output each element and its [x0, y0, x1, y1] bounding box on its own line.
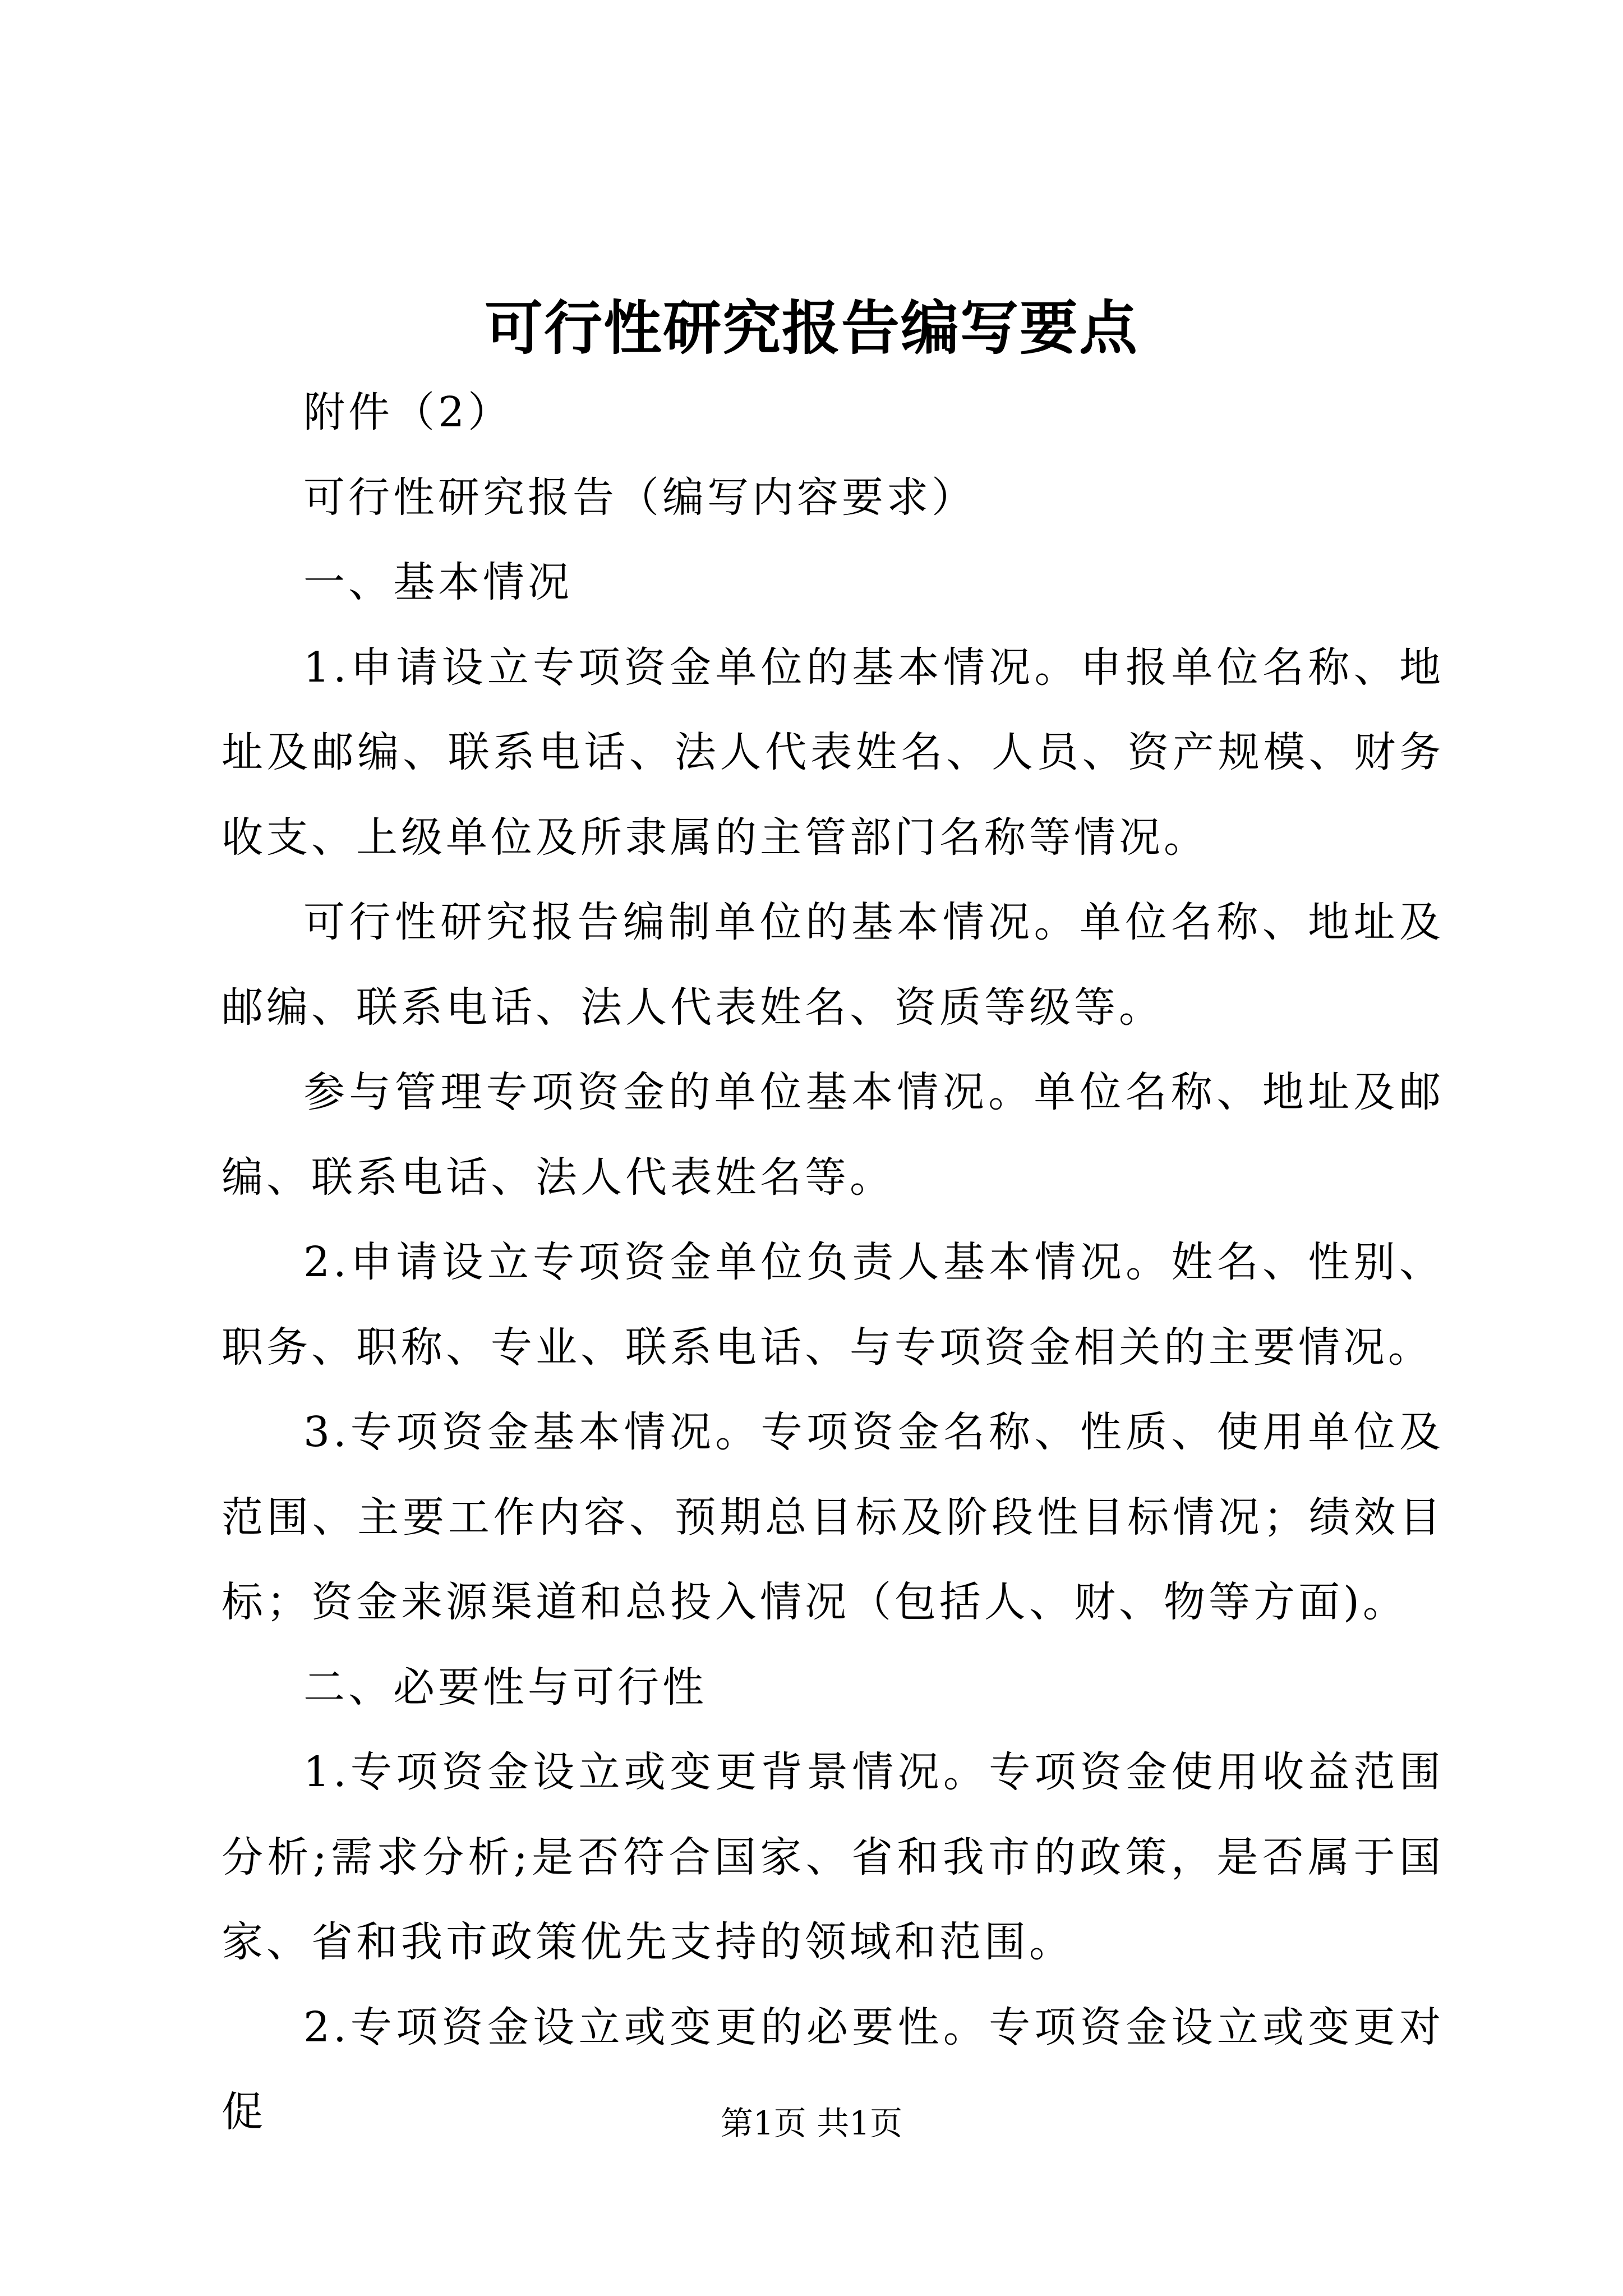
paragraph-fund-necessity: 2.专项资金设立或变更的必要性。专项资金设立或变更对促 [222, 2003, 1444, 2136]
document-title: 可行性研究报告编写要点 [484, 293, 1138, 362]
section-heading-necessity-feasibility: 二、必要性与可行性 [303, 1663, 707, 1711]
paragraph-fund-basic-info: 3.专项资金基本情况。专项资金名称、性质、使用单位及范围、主要工作内容、预期总目标及阶段性目标情况；绩效目标；资金来源渠道和总投入情况（包括人、财、物等方面)。 [222, 1408, 1444, 1626]
page-footer: 第1页 共1页 [720, 2104, 903, 2142]
document-body [222, 370, 1444, 2155]
section-heading-basic-info: 一、基本情况 [303, 558, 573, 606]
paragraph-attachment-label: 附件（2） [303, 388, 513, 436]
paragraph-fund-background: 1.专项资金设立或变更背景情况。专项资金使用收益范围分析;需求分析;是否符合国家、省和我市的政策，是否属于国家、省和我市政策优先支持的领域和范围。 [222, 1748, 1444, 1966]
paragraph-applicant-unit-info: 1.申请设立专项资金单位的基本情况。申报单位名称、地址及邮编、联系电话、法人代表姓名、人员、资产规模、财务收支、上级单位及所隶属的主管部门名称等情况。 [222, 643, 1444, 862]
paragraph-participating-unit-info: 参与管理专项资金的单位基本情况。单位名称、地址及邮编、联系电话、法人代表姓名等。 [222, 1068, 1444, 1202]
paragraph-unit-leader-info: 2.申请设立专项资金单位负责人基本情况。姓名、性别、职务、职称、专业、联系电话、与专项资金相关的主要情况。 [222, 1238, 1444, 1372]
paragraph-report-compiler-info: 可行性研究报告编制单位的基本情况。单位名称、地址及邮编、联系电话、法人代表姓名、资质等级等。 [222, 898, 1444, 1032]
paragraph-report-subtitle: 可行性研究报告（编写内容要求） [303, 473, 976, 522]
